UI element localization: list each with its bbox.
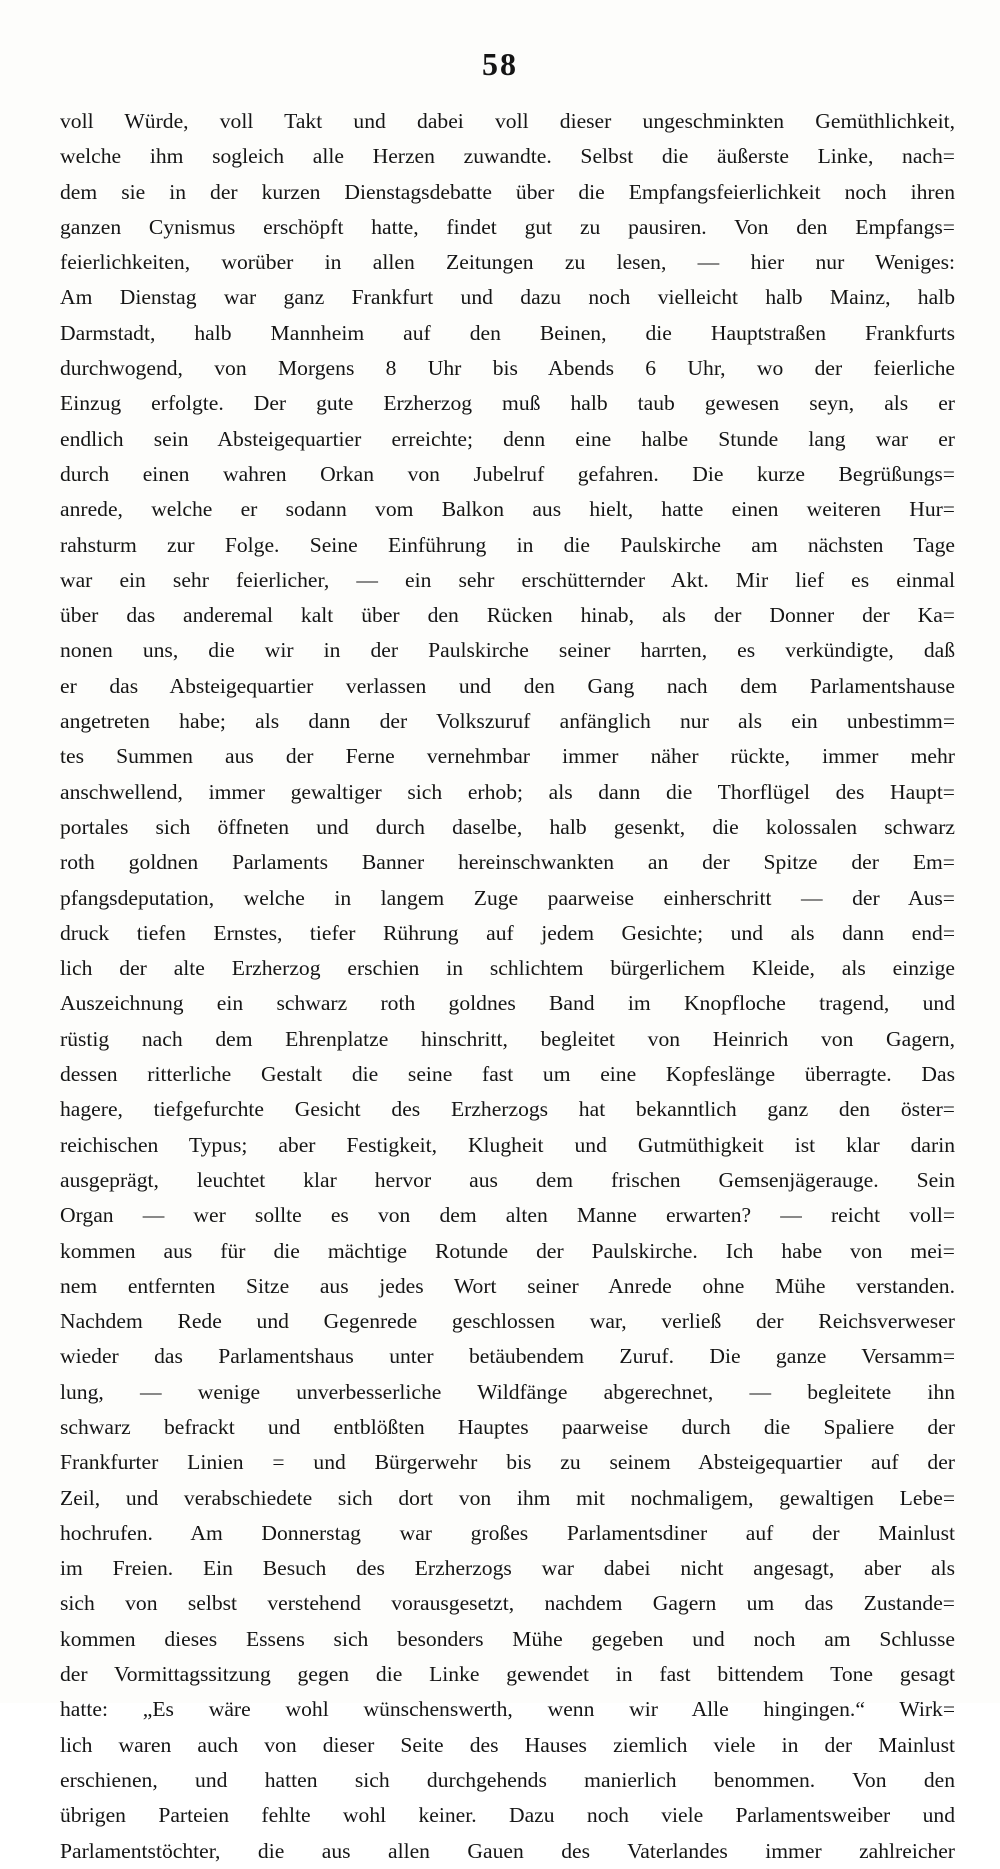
page-number: 58: [482, 46, 518, 82]
text-line: schwarz befrackt und entblößten Hauptes paarweise durch die Spaliere der: [60, 1414, 955, 1439]
text-line: tes Summen aus der Ferne vernehmbar immer näher rückte, immer mehr: [60, 744, 955, 769]
text-line: hochrufen. Am Donnerstag war großes Parlamentsdiner auf der Mainlust: [60, 1520, 955, 1545]
text-line: war ein sehr feierlicher, — ein sehr erschütternder Akt. Mir lief es einmal: [60, 567, 955, 592]
text-line: Nachdem Rede und Gegenrede geschlossen war, verließ der Reichsverweser: [60, 1309, 955, 1334]
text-line: angetreten habe; als dann der Volkszuruf anfänglich nur als ein unbestimm=: [60, 709, 955, 734]
text-line: Organ — wer sollte es von dem alten Manne erwarten? — reicht voll=: [60, 1203, 955, 1228]
text-line: er das Absteigequartier verlassen und den Gang nach dem Parlamentshause: [60, 673, 955, 698]
text-line: dem sie in der kurzen Dienstagsdebatte über die Empfangsfeierlichkeit noch ihren: [60, 179, 955, 204]
text-line: über das anderemal kalt über den Rücken hinab, als der Donner der Ka=: [60, 603, 955, 628]
text-line: hagere, tiefgefurchte Gesicht des Erzherzogs hat bekanntlich ganz den öster=: [60, 1097, 955, 1122]
text-line: anschwellend, immer gewaltiger sich erhob; als dann die Thorflügel des Haupt=: [60, 779, 955, 804]
text-line: dessen ritterliche Gestalt die seine fast um eine Kopfeslänge überragte. Das: [60, 1062, 955, 1087]
text-line: nem entfernten Sitze aus jedes Wort seiner Anrede ohne Mühe verstanden.: [60, 1273, 955, 1298]
text-line: im Freien. Ein Besuch des Erzherzogs war dabei nicht angesagt, aber als: [60, 1556, 955, 1581]
text-line: welche ihm sogleich alle Herzen zuwandte. Selbst die äußerste Linke, nach=: [60, 144, 955, 169]
text-line: Frankfurter Linien = und Bürgerwehr bis zu seinem Absteigequartier auf der: [60, 1450, 955, 1475]
text-line: rüstig nach dem Ehrenplatze hinschritt, begleitet von Heinrich von Gagern,: [60, 1026, 955, 1051]
text-line: lung, — wenige unverbesserliche Wildfänge abgerechnet, — begleitete ihn: [60, 1379, 955, 1404]
text-line: Zeil, und verabschiedete sich dort von ihm mit nochmaligem, gewaltigen Lebe=: [60, 1485, 955, 1510]
text-line: der Vormittagssitzung gegen die Linke gewendet in fast bittendem Tone gesagt: [60, 1662, 955, 1687]
text-line: reichischen Typus; aber Festigkeit, Klugheit und Gutmüthigkeit ist klar darin: [60, 1132, 955, 1157]
text-line: hatte: „Es wäre wohl wünschenswerth, wenn wir Alle hingingen.“ Wirk=: [60, 1697, 955, 1722]
body-text: [60, 104, 955, 1869]
text-line: durch einen wahren Orkan von Jubelruf gefahren. Die kurze Begrüßungs=: [60, 461, 955, 486]
text-line: Auszeichnung ein schwarz roth goldnes Band im Knopfloche tragend, und: [60, 991, 955, 1016]
text-line: Am Dienstag war ganz Frankfurt und dazu noch vielleicht halb Mainz, halb: [60, 285, 955, 310]
text-line: erschienen, und hatten sich durchgehends manierlich benommen. Von den: [60, 1767, 955, 1792]
text-line: endlich sein Absteigequartier erreichte; denn eine halbe Stunde lang war er: [60, 426, 955, 451]
text-line: nonen uns, die wir in der Paulskirche seiner harrten, es verkündigte, daß: [60, 638, 955, 663]
text-line: feierlichkeiten, worüber in allen Zeitungen zu lesen, — hier nur Weniges:: [60, 250, 955, 275]
text-line: ausgeprägt, leuchtet klar hervor aus dem frischen Gemsenjägerauge. Sein: [60, 1167, 955, 1192]
text-line: lich waren auch von dieser Seite des Hauses ziemlich viele in der Mainlust: [60, 1732, 955, 1757]
text-line: pfangsdeputation, welche in langem Zuge paarweise einherschritt — der Aus=: [60, 885, 955, 910]
text-line: rahsturm zur Folge. Seine Einführung in die Paulskirche am nächsten Tage: [60, 532, 955, 557]
text-line: übrigen Parteien fehlte wohl keiner. Dazu noch viele Parlamentsweiber und: [60, 1803, 955, 1828]
text-line: portales sich öffneten und durch daselbe, halb gesenkt, die kolossalen schwarz: [60, 814, 955, 839]
text-line: kommen aus für die mächtige Rotunde der Paulskirche. Ich habe von mei=: [60, 1238, 955, 1263]
text-line: kommen dieses Essens sich besonders Mühe gegeben und noch am Schlusse: [60, 1626, 955, 1651]
text-line: lich der alte Erzherzog erschien in schlichtem bürgerlichem Kleide, als einzige: [60, 956, 955, 981]
text-line: druck tiefen Ernstes, tiefer Rührung auf jedem Gesichte; und als dann end=: [60, 920, 955, 945]
text-line: ganzen Cynismus erschöpft hatte, findet gut zu pausiren. Von den Empfangs=: [60, 214, 955, 239]
text-line: anrede, welche er sodann vom Balkon aus hielt, hatte einen weiteren Hur=: [60, 497, 955, 522]
text-line: wieder das Parlamentshaus unter betäubendem Zuruf. Die ganze Versamm=: [60, 1344, 955, 1369]
text-line: durchwogend, von Morgens 8 Uhr bis Abends 6 Uhr, wo der feierliche: [60, 356, 955, 381]
text-line: voll Würde, voll Takt und dabei voll dieser ungeschminkten Gemüthlichkeit,: [60, 109, 955, 133]
text-line: Parlamentstöchter, die aus allen Gauen des Vaterlandes immer zahlreicher: [60, 1838, 955, 1863]
text-line: sich von selbst verstehend vorausgesetzt, nachdem Gagern um das Zustande=: [60, 1591, 955, 1616]
text-line: Darmstadt, halb Mannheim auf den Beinen, die Hauptstraßen Frankfurts: [60, 320, 955, 345]
text-line: Einzug erfolgte. Der gute Erzherzog muß halb taub gewesen seyn, als er: [60, 391, 955, 416]
text-line: roth goldnen Parlaments Banner hereinschwankten an der Spitze der Em=: [60, 850, 955, 875]
